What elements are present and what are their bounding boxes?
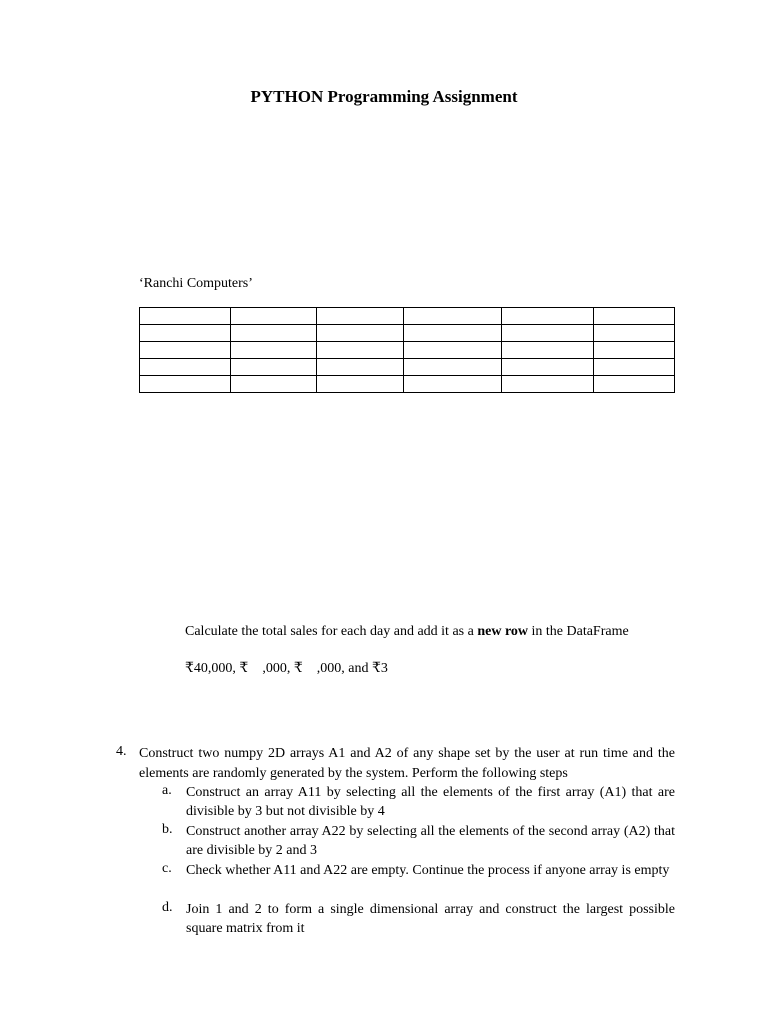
amount-part-3: ,000, and ₹3 [316,661,388,676]
table-cell [594,359,675,376]
table-cell [594,342,675,359]
table-cell [317,325,404,342]
table-cell [404,359,502,376]
table-cell [502,342,594,359]
question-number: 4. [116,744,127,759]
table-cell [594,376,675,393]
table-cell [594,308,675,325]
table-cell [231,359,317,376]
step-label: a. [162,783,172,798]
table-cell [231,376,317,393]
table-cell [404,376,502,393]
table-cell [502,376,594,393]
table-cell [502,359,594,376]
instruction-prefix: Calculate the total sales for each day and add it as a [185,624,478,639]
table-row [140,308,675,325]
amounts-line [185,660,388,677]
amount-part-2: ,000, ₹ [262,661,303,676]
table-row [140,359,675,376]
table-row [140,325,675,342]
company-name: ‘Ranchi Computers’ [139,276,253,291]
amount-part-1: ₹40,000, ₹ [185,661,249,676]
table-cell [140,376,231,393]
step-label: d. [162,900,173,915]
table-cell [231,308,317,325]
table-cell [231,342,317,359]
table-cell [404,325,502,342]
table-cell [140,325,231,342]
table-cell [317,359,404,376]
step-text: Construct another array A22 by selecting all the elements of the second array (A2) that are divisible by 2 and 3 [186,824,675,858]
instruction-bold: new row [477,624,529,639]
step-text: Check whether A11 and A22 are empty. Continue the process if anyone array is empty [186,863,670,878]
table-cell [317,308,404,325]
table-cell [140,308,231,325]
table-cell [594,325,675,342]
table-cell [317,376,404,393]
table-row [140,342,675,359]
sales-table [139,307,675,393]
instruction-suffix: in the DataFrame [528,624,629,639]
step-text: Join 1 and 2 to form a single dimensional array and construct the largest possible square matrix from it [186,902,675,936]
document-title: PYTHON Programming Assignment [250,87,518,106]
table-cell [317,342,404,359]
table-cell [404,342,502,359]
table-cell [502,308,594,325]
table-cell [231,325,317,342]
step-label: b. [162,822,173,837]
table-cell [404,308,502,325]
table-row [140,376,675,393]
table-cell [502,325,594,342]
step-label: c. [162,861,172,876]
instruction-text [185,624,629,640]
table-cell [140,359,231,376]
step-text: Construct an array A11 by selecting all the elements of the first array (A1) that are divisible by 3 but not divisible by 4 [186,785,675,819]
table-cell [140,342,231,359]
question-text: Construct two numpy 2D arrays A1 and A2 of any shape set by the user at run time and the elements are randomly generated by the system. Perform the following steps [139,746,675,781]
